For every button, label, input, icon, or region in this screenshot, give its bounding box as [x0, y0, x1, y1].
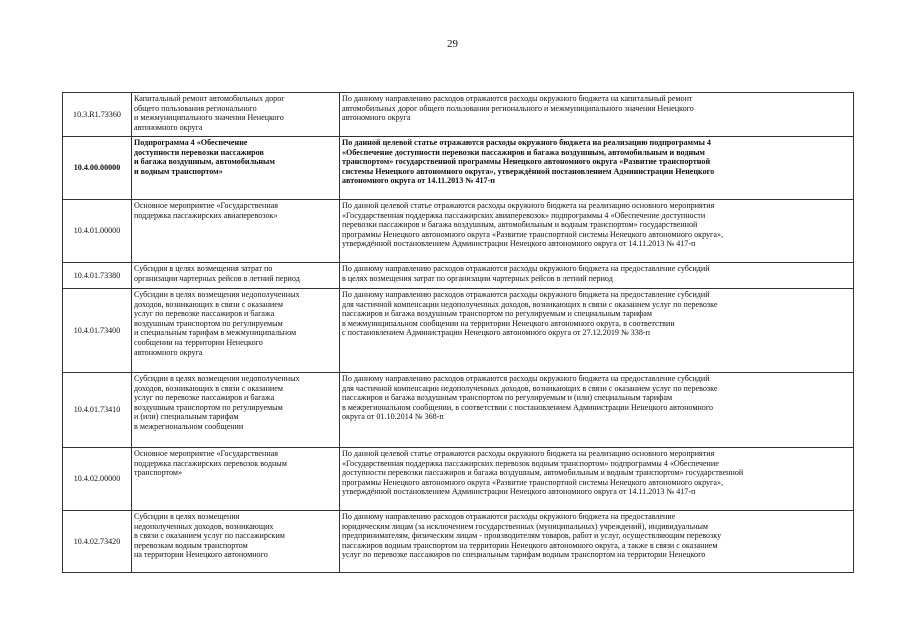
- row-code: 10.4.01.73400: [63, 289, 132, 373]
- row-code: 10.4.00.00000: [63, 137, 132, 200]
- budget-classification-table: [62, 92, 854, 573]
- row-name: Основное мероприятие «Государственная поддержка пассажирских авиаперевозок»: [132, 200, 340, 263]
- row-description: По данному направлению расходов отражаются расходы окружного бюджета на предоставление юридическим лицам (за исключением государственных (муниципальных) учреждений), индивидуальным предпринимателям, физическим лицам - производителям товаров, работ и услуг, осуществляющим перевозку пассажиров водным транспортом на территории Ненецкого автономного округа, а также в связи с оказанием услуг по перевозке пассажиров по специальным тарифам водным транспортом на территории Ненецкого: [340, 511, 854, 573]
- row-code: 10.4.02.73420: [63, 511, 132, 573]
- row-name: Субсидии в целях возмещения недополученных доходов, возникающих в связи с оказанием услуг по перевозке пассажиров и багажа воздушным транспортом по регулируемым и (или) специальным тарифам в межрегиональном сообщении: [132, 373, 340, 448]
- row-code: 10.4.01.73410: [63, 373, 132, 448]
- table-row: [63, 137, 854, 200]
- page-number: 29: [447, 38, 458, 50]
- row-code: 10.4.01.73380: [63, 263, 132, 289]
- table-row: [63, 448, 854, 511]
- row-description: По данному направлению расходов отражаются расходы окружного бюджета на предоставление субсидий для частичной компенсации недополученных доходов, возникающих в связи с оказанием услуг по перевозке пассажиров и багажа воздушным транспортом по регулируемым и (или) специальным тарифам в межрегиональном сообщении, в соответствии с постановлением Администрации Ненецкого автономного округа от 01.10.2014 № 368-п: [340, 373, 854, 448]
- row-description: По данной целевой статье отражаются расходы окружного бюджета на реализацию основного мероприятия «Государственная поддержка пассажирских авиаперевозок» подпрограммы 4 «Обеспечение доступности перевозки пассажиров и багажа воздушным, автомобильным и водным транспортом» государственной программы Ненецкого автономного округа «Развитие транспортной системы Ненецкого автономного округа», утверждённой постановлением Администрации Ненецкого автономного округа от 14.11.2013 № 417-п: [340, 200, 854, 263]
- row-code: 10.4.01.00000: [63, 200, 132, 263]
- row-description: По данной целевой статье отражаются расходы окружного бюджета на реализацию основного мероприятия «Государственная поддержка пассажирских перевозок водным транспортом» подпрограммы 4 «Обеспечение доступности перевозки пассажиров и багажа воздушным, автомобильным и водным транспортом» государственной программы Ненецкого автономного округа «Развитие транспортной системы Ненецкого автономного округа», утверждённой постановлением Администрации Ненецкого автономного округа от 14.11.2013 № 417-п: [340, 448, 854, 511]
- row-description: По данному направлению расходов отражаются расходы окружного бюджета на капитальный ремонт автомобильных дорог общего пользования регионального и межмуниципального значения Ненецкого автономного округа: [340, 93, 854, 137]
- row-name: Субсидия в целях возмещения затрат по организации чартерных рейсов в летний период: [132, 263, 340, 289]
- table-row: [63, 289, 854, 373]
- table-row: [63, 200, 854, 263]
- table-row: [63, 263, 854, 289]
- row-description: По данному направлению расходов отражаются расходы окружного бюджета на предоставление субсидий для частичной компенсации недополученных доходов, возникающих в связи с оказанием услуг по перевозке пассажиров и багажа воздушным транспортом по регулируемым и специальным тарифам в межмуниципальном сообщении на территории Ненецкого автономного округа, в соответствии с постановлением Администрации Ненецкого автономного округа от 27.12.2019 № 338-п: [340, 289, 854, 373]
- table-row: [63, 93, 854, 137]
- table-row: [63, 373, 854, 448]
- row-name: Капитальный ремонт автомобильных дорог общего пользования регионального и межмуниципального значения Ненецкого автономного округа: [132, 93, 340, 137]
- row-code: 10.4.02.00000: [63, 448, 132, 511]
- row-description: По данной целевой статье отражаются расходы окружного бюджета на реализацию подпрограммы 4 «Обеспечение доступности перевозки пассажиров и багажа воздушным, автомобильным и водным транспортом» государственной программы Ненецкого автономного округа «Развитие транспортной системы Ненецкого автономного округа», утверждённой постановлением Администрации Ненецкого автономного округа от 14.11.2013 № 417-п: [340, 137, 854, 200]
- row-name: Основное мероприятие «Государственная поддержка пассажирских перевозок водным транспортом»: [132, 448, 340, 511]
- row-code: 10.3.R1.73360: [63, 93, 132, 137]
- row-name: Субсидии в целях возмещения недополученных доходов, возникающих в связи с оказанием услуг по пассажирским перевозкам водным транспортом на территории Ненецкого автономного: [132, 511, 340, 573]
- row-name: Субсидии в целях возмещения недополученных доходов, возникающих в связи с оказанием услуг по перевозке пассажиров и багажа воздушным транспортом по регулируемым и специальным тарифам в межмуниципальном сообщении на территории Ненецкого автономного округа: [132, 289, 340, 373]
- row-description: По данному направлению расходов отражаются расходы окружного бюджета на предоставление субсидий в целях возмещения затрат по организации чартерных рейсов в летний период: [340, 263, 854, 289]
- table-row: [63, 511, 854, 573]
- row-name: Подпрограмма 4 «Обеспечение доступности перевозки пассажиров и багажа воздушным, автомобильным и водным транспортом»: [132, 137, 340, 200]
